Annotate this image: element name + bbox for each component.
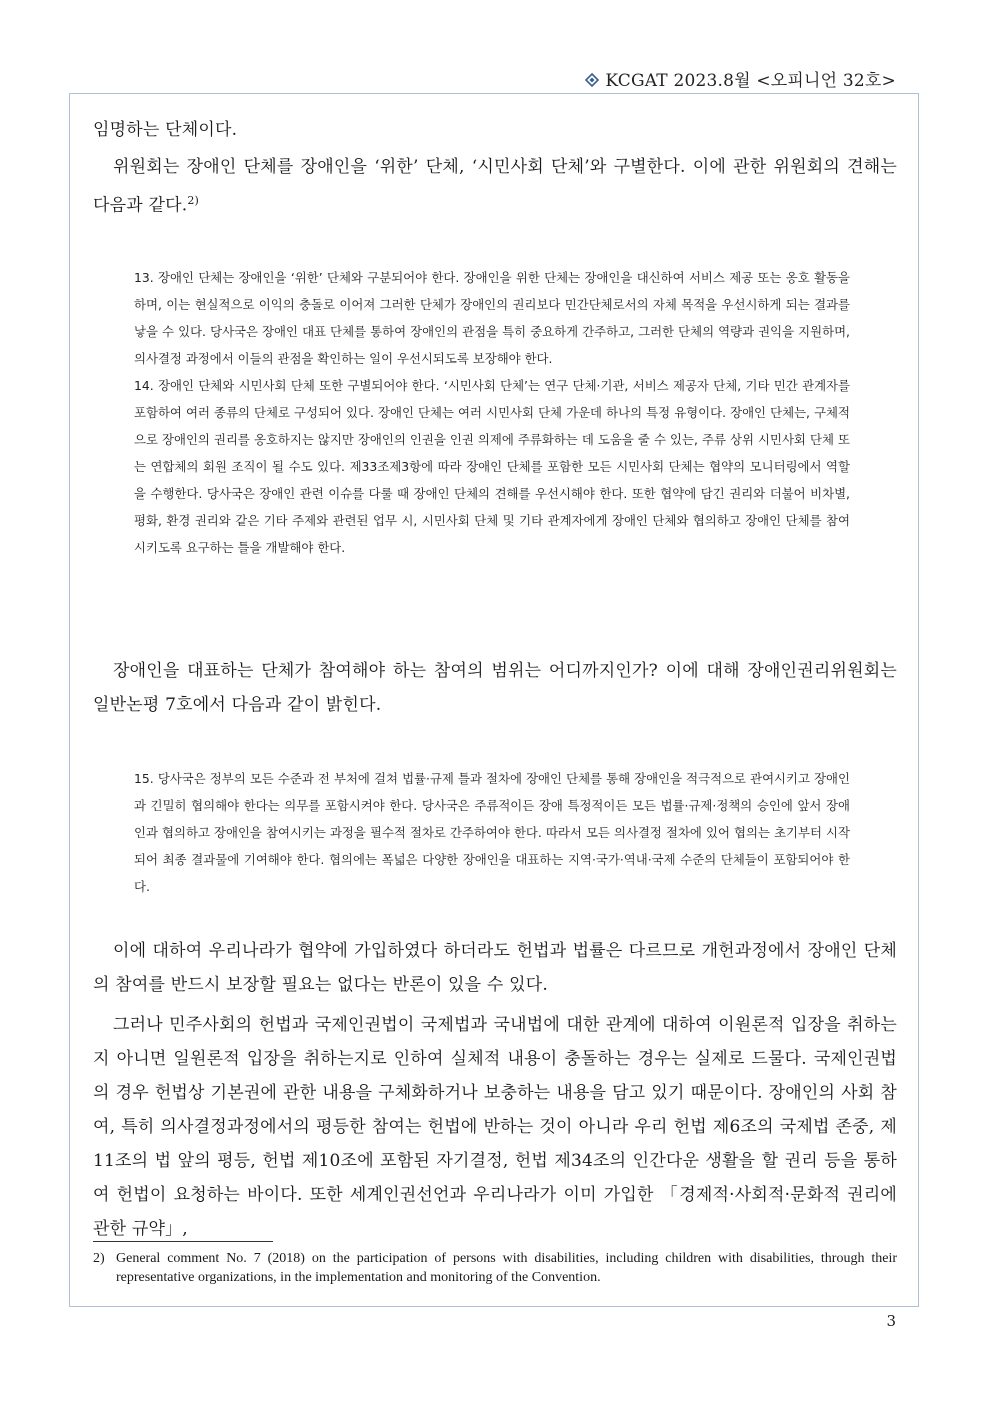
- paragraph-text: 임명하는 단체이다.: [93, 120, 238, 140]
- quote-block-2: [134, 765, 850, 900]
- paragraph-text: 이에 대하여 우리나라가 협약에 가입하였다 하더라도 헌법과 법률은 다르므로 개헌과정에서 장애인 단체의 참여를 반드시 보장할 필요는 없다는 반론이 있을 수 있다.: [93, 941, 897, 995]
- footnote-number: 2): [93, 1251, 105, 1266]
- paragraph-text: 장애인을 대표하는 단체가 참여해야 하는 참여의 범위는 어디까지인가? 이에 대해 장애인권리위원회는 일반논평 7호에서 다음과 같이 밝힌다.: [93, 661, 897, 715]
- body-paragraph-5: [93, 1008, 897, 1246]
- quote-item-15: 15. 당사국은 정부의 모든 수준과 전 부처에 걸쳐 법률·규제 틀과 절차에 장애인 단체를 통해 장애인을 적극적으로 관여시키고 장애인과 긴밀히 협의해야 한다는 의무를 포함시켜야 한다. 당사국은 주류적이든 장애 특정적이든 모든 법률·규제·정책의 승인에 앞서 장애인과 협의하고 장애인을 참여시키는 과정을 필수적 절차로 간주하여야 한다. 따라서 모든 의사결정 절차에 있어 협의는 초기부터 시작되어 최종 결과물에 기여해야 한다. 협의에는 폭넓은 다양한 장애인을 대표하는 지역·국가·역내·국제 수준의 단체들이 포함되어야 한다.: [134, 771, 850, 894]
- diamond-bullet-icon: [585, 72, 599, 86]
- page-header: [585, 66, 896, 91]
- body-paragraph-4: [93, 934, 897, 1002]
- footnote-divider: [93, 1241, 273, 1242]
- paragraph-text: 위원회는 장애인 단체를 장애인을 ‘위한’ 단체, ‘시민사회 단체’와 구별한다. 이에 관한 위원회의 견해는 다음과 같다.: [93, 157, 897, 216]
- body-paragraph-2: [93, 150, 897, 223]
- page-number: 3: [886, 1312, 896, 1330]
- header-text: KCGAT 2023.8월 <오피니언 32호>: [605, 71, 896, 91]
- body-paragraph-3: [93, 654, 897, 722]
- quote-block-1: [134, 264, 850, 561]
- quote-item-14: 14. 장애인 단체와 시민사회 단체 또한 구별되어야 한다. ‘시민사회 단체’는 연구 단체·기관, 서비스 제공자 단체, 기타 민간 관계자를 포함하여 여러 종류의 단체로 구성되어 있다. 장애인 단체는 여러 시민사회 단체 가운데 하나의 특정 유형이다. 장애인 단체는, 구체적으로 장애인의 권리를 옹호하지는 않지만 장애인의 인권을 인권 의제에 주류화하는 데 도움을 줄 수 있는, 주류 상위 시민사회 단체 또는 연합체의 회원 조직이 될 수도 있다. 제33조제3항에 따라 장애인 단체를 포함한 모든 시민사회 단체는 협약의 모니터링에서 역할을 수행한다. 당사국은 장애인 관련 이슈를 다룰 때 장애인 단체의 견해를 우선시해야 한다. 또한 협약에 담긴 권리와 더불어 비차별, 평화, 환경 권리와 같은 기타 주제와 관련된 업무 시, 시민사회 단체 및 기타 관계자에게 장애인 단체와 협의하고 장애인 단체를 참여시키도록 요구하는 틀을 개발해야 한다.: [134, 378, 850, 555]
- footnote-ref: 2): [187, 194, 200, 207]
- footnote: [93, 1249, 897, 1287]
- footnote-text: General comment No. 7 (2018) on the participation of persons with disabilities, including children with disabilities, through their representative organizations, in the implementation and monitoring of the Convention.: [116, 1251, 897, 1285]
- body-paragraph-1: [93, 113, 897, 147]
- paragraph-text: 그러나 민주사회의 헌법과 국제인권법이 국제법과 국내법에 대한 관계에 대하여 이원론적 입장을 취하는지 아니면 일원론적 입장을 취하는지로 인하여 실체적 내용이 충돌하는 경우는 실제로 드물다. 국제인권법의 경우 헌법상 기본권에 관한 내용을 구체화하거나 보충하는 내용을 담고 있기 때문이다. 장애인의 사회 참여, 특히 의사결정과정에서의 평등한 참여는 헌법에 반하는 것이 아니라 우리 헌법 제6조의 국제법 존중, 제11조의 법 앞의 평등, 헌법 제10조에 포함된 자기결정, 헌법 제34조의 인간다운 생활을 할 권리 등을 통하여 헌법이 요청하는 바이다. 또한 세계인권선언과 우리나라가 이미 가입한 「경제적·사회적·문화적 권리에 관한 규약」,: [93, 1015, 897, 1239]
- quote-item-13: 13. 장애인 단체는 장애인을 ‘위한’ 단체와 구분되어야 한다. 장애인을 위한 단체는 장애인을 대신하여 서비스 제공 또는 옹호 활동을 하며, 이는 현실적으로 이익의 충돌로 이어져 그러한 단체가 장애인의 권리보다 민간단체로서의 자체 목적을 우선시하게 되는 결과를 낳을 수 있다. 당사국은 장애인 대표 단체를 통하여 장애인의 관점을 특히 중요하게 간주하고, 그러한 단체의 역량과 권익을 지원하며, 의사결정 과정에서 이들의 관점을 확인하는 일이 우선시되도록 보장해야 한다.: [134, 270, 850, 366]
